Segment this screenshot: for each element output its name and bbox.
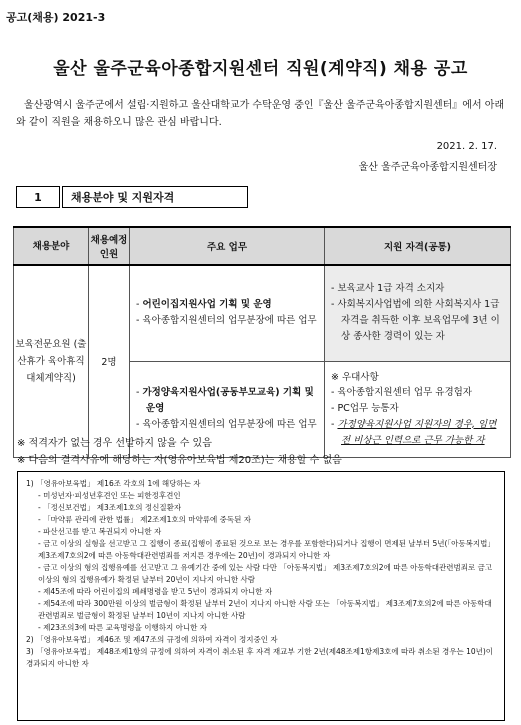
duty-title-2-text: 가정양육지원사업(공동부모교육) 기획 및 운영 bbox=[142, 387, 314, 414]
note-disqualification: ※ 다음의 결격사유에 해당하는 자(영유아보육법 제20조)는 채용할 수 없음 bbox=[17, 455, 342, 466]
qual-item-2-text: 사회복지사업법에 의한 사회복지사 1급 자격을 취득한 이후 보육업무에 3년 이상 종사한 경력이 있는 자 bbox=[337, 299, 500, 343]
duty-title-1-text: 어린이집지원사업 기획 및 운영 bbox=[142, 299, 272, 311]
header-field: 채용분야 bbox=[14, 227, 89, 265]
pref-item-2: - PC업무 능통자 bbox=[331, 402, 399, 414]
duty-sub-2-text: 육아종합지원센터의 업무분장에 따른 업무 bbox=[142, 419, 317, 430]
header-duties: 주요 업무 bbox=[130, 227, 325, 265]
preference-cell bbox=[325, 361, 511, 457]
reason-sub: - 금고 이상의 형의 집행유예를 선고받고 그 유예기간 중에 있는 사람 다만 「아동복지법」 제3조제7호의2에 따른 아동학대관련범죄로 금고 이상의 형의 집행유예가 확정된 날부터 20년이 지나지 아니한 사람 bbox=[38, 563, 493, 584]
section-number: 1 bbox=[16, 186, 60, 208]
notice-number: 공고(채용) 2021-3 bbox=[6, 11, 106, 24]
job-table bbox=[13, 226, 511, 458]
qual-item-1: - 보육교사 1급 자격 소지자 bbox=[331, 283, 445, 295]
note-no-qualified: ※ 적격자가 없는 경우 선발하지 않을 수 있음 bbox=[17, 438, 212, 449]
reason-sub: - 미성년자·피성년후견인 또는 피한정후견인 bbox=[38, 491, 181, 500]
reason-sub: - 금고 이상의 실형을 선고받고 그 집행이 종료(집행이 종료된 것으로 보는 경우를 포함한다)되거나 집행이 면제된 날부터 5년(「아동복지법」 제3조제7호의2에 따른 아동학대관련범죄를 저지른 경우에는 20년)이 경과되지 아니한 자 bbox=[38, 539, 495, 560]
reason-sub: - 「정신보건법」 제3조제1호의 정신질환자 bbox=[38, 503, 182, 512]
duties-cell-1 bbox=[130, 265, 325, 361]
reason-sub: - 제54조에 따라 300만원 이상의 벌금형이 확정된 날부터 2년이 지나지 아니한 사람 또는 「아동복지법」 제3조제7호의2에 따른 아동학대관련범죄로 벌금형이 확정된 날부터 10년이 지나지 아니한 사람 bbox=[38, 599, 492, 620]
issuer-name: 울산 울주군육아종합지원센터장 bbox=[358, 162, 497, 173]
pref-item-3-text: 가정양육지원사업 지원자의 경우, 임면 전 비상근 인력으로 근무 가능한 자 bbox=[337, 418, 497, 446]
page-title: 울산 울주군육아종합지원센터 직원(계약직) 채용 공고 bbox=[53, 59, 468, 79]
qual-cell bbox=[325, 265, 511, 361]
duty-title-2: - 가정양육지원사업(공동부모교육) 기획 및 운영 bbox=[136, 387, 314, 414]
field-cell: 보육전문요원 (출산휴가 육아휴직 대체계약직) bbox=[14, 265, 89, 457]
section-title: 채용분야 및 지원자격 bbox=[62, 186, 248, 208]
disqualification-box bbox=[17, 471, 505, 721]
reason-sub: - 「마약류 관리에 관한 법률」 제2조제1호의 마약류에 중독된 자 bbox=[38, 515, 251, 524]
preference-heading: ※ 우대사항 bbox=[331, 371, 379, 383]
table-row bbox=[14, 265, 511, 361]
duty-sub-1-text: 육아종합지원센터의 업무분장에 따른 업무 bbox=[142, 315, 317, 327]
qual-item-1-text: 보육교사 1급 자격 소지자 bbox=[337, 283, 445, 295]
intro-paragraph: 울산광역시 울주군에서 설립·지원하고 울산대학교가 수탁운영 중인『울산 울주군육아종합지원센터』에서 아래와 같이 직원을 채용하오니 많은 관심 바랍니다. bbox=[16, 100, 505, 128]
header-qual: 지원 자격(공통) bbox=[325, 227, 511, 265]
reason-sub: - 파산선고를 받고 복권되지 아니한 자 bbox=[38, 527, 162, 536]
pref-item-1-text: 육아종합지원센터 업무 유경험자 bbox=[337, 386, 472, 398]
duty-sub-1: - 육아종합지원센터의 업무분장에 따른 업무 bbox=[136, 315, 317, 327]
table-header-row bbox=[14, 227, 511, 265]
notice-date: 2021. 2. 17. bbox=[436, 141, 497, 152]
duty-sub-2: - 육아종합지원센터의 업무분장에 따른 업무 bbox=[136, 419, 317, 430]
pref-item-3: - 가정양육지원사업 지원자의 경우, 임면 전 비상근 인력으로 근무 가능한 자 bbox=[331, 418, 497, 446]
pref-item-1: - 육아종합지원센터 업무 유경험자 bbox=[331, 386, 472, 398]
count-cell: 2명 bbox=[89, 265, 130, 457]
reason-sub: - 제45조에 따라 어린이집의 폐쇄명령을 받고 5년이 경과되지 아니한 자 bbox=[38, 587, 273, 596]
reason-item-2: 2) 「영유아보육법」 제46조 및 제47조의 규정에 의하여 자격이 정지중인 자 bbox=[26, 635, 278, 644]
pref-item-2-text: PC업무 능통자 bbox=[337, 402, 399, 414]
duty-title-1: - 어린이집지원사업 기획 및 운영 bbox=[136, 299, 272, 311]
qual-item-2: - 사회복지사업법에 의한 사회복지사 1급 자격을 취득한 이후 보육업무에 3년 이상 종사한 경력이 있는 자 bbox=[331, 299, 500, 343]
reason-sub: - 제23조의3에 따른 교육명령을 이행하지 아니한 자 bbox=[38, 623, 207, 632]
reason-item-1: 1) 「영유아보육법」 제16조 각호의 1에 해당하는 자 bbox=[26, 479, 201, 488]
reason-item-3: 3) 「영유아보육법」 제48조제1항의 규정에 의하여 자격이 취소된 후 자격 재교부 기한 2년(제48조제1항제3호에 따라 취소된 경우는 10년)이 경과되지 아니한 자 bbox=[26, 647, 494, 668]
header-count: 채용예정 인원 bbox=[89, 227, 130, 265]
